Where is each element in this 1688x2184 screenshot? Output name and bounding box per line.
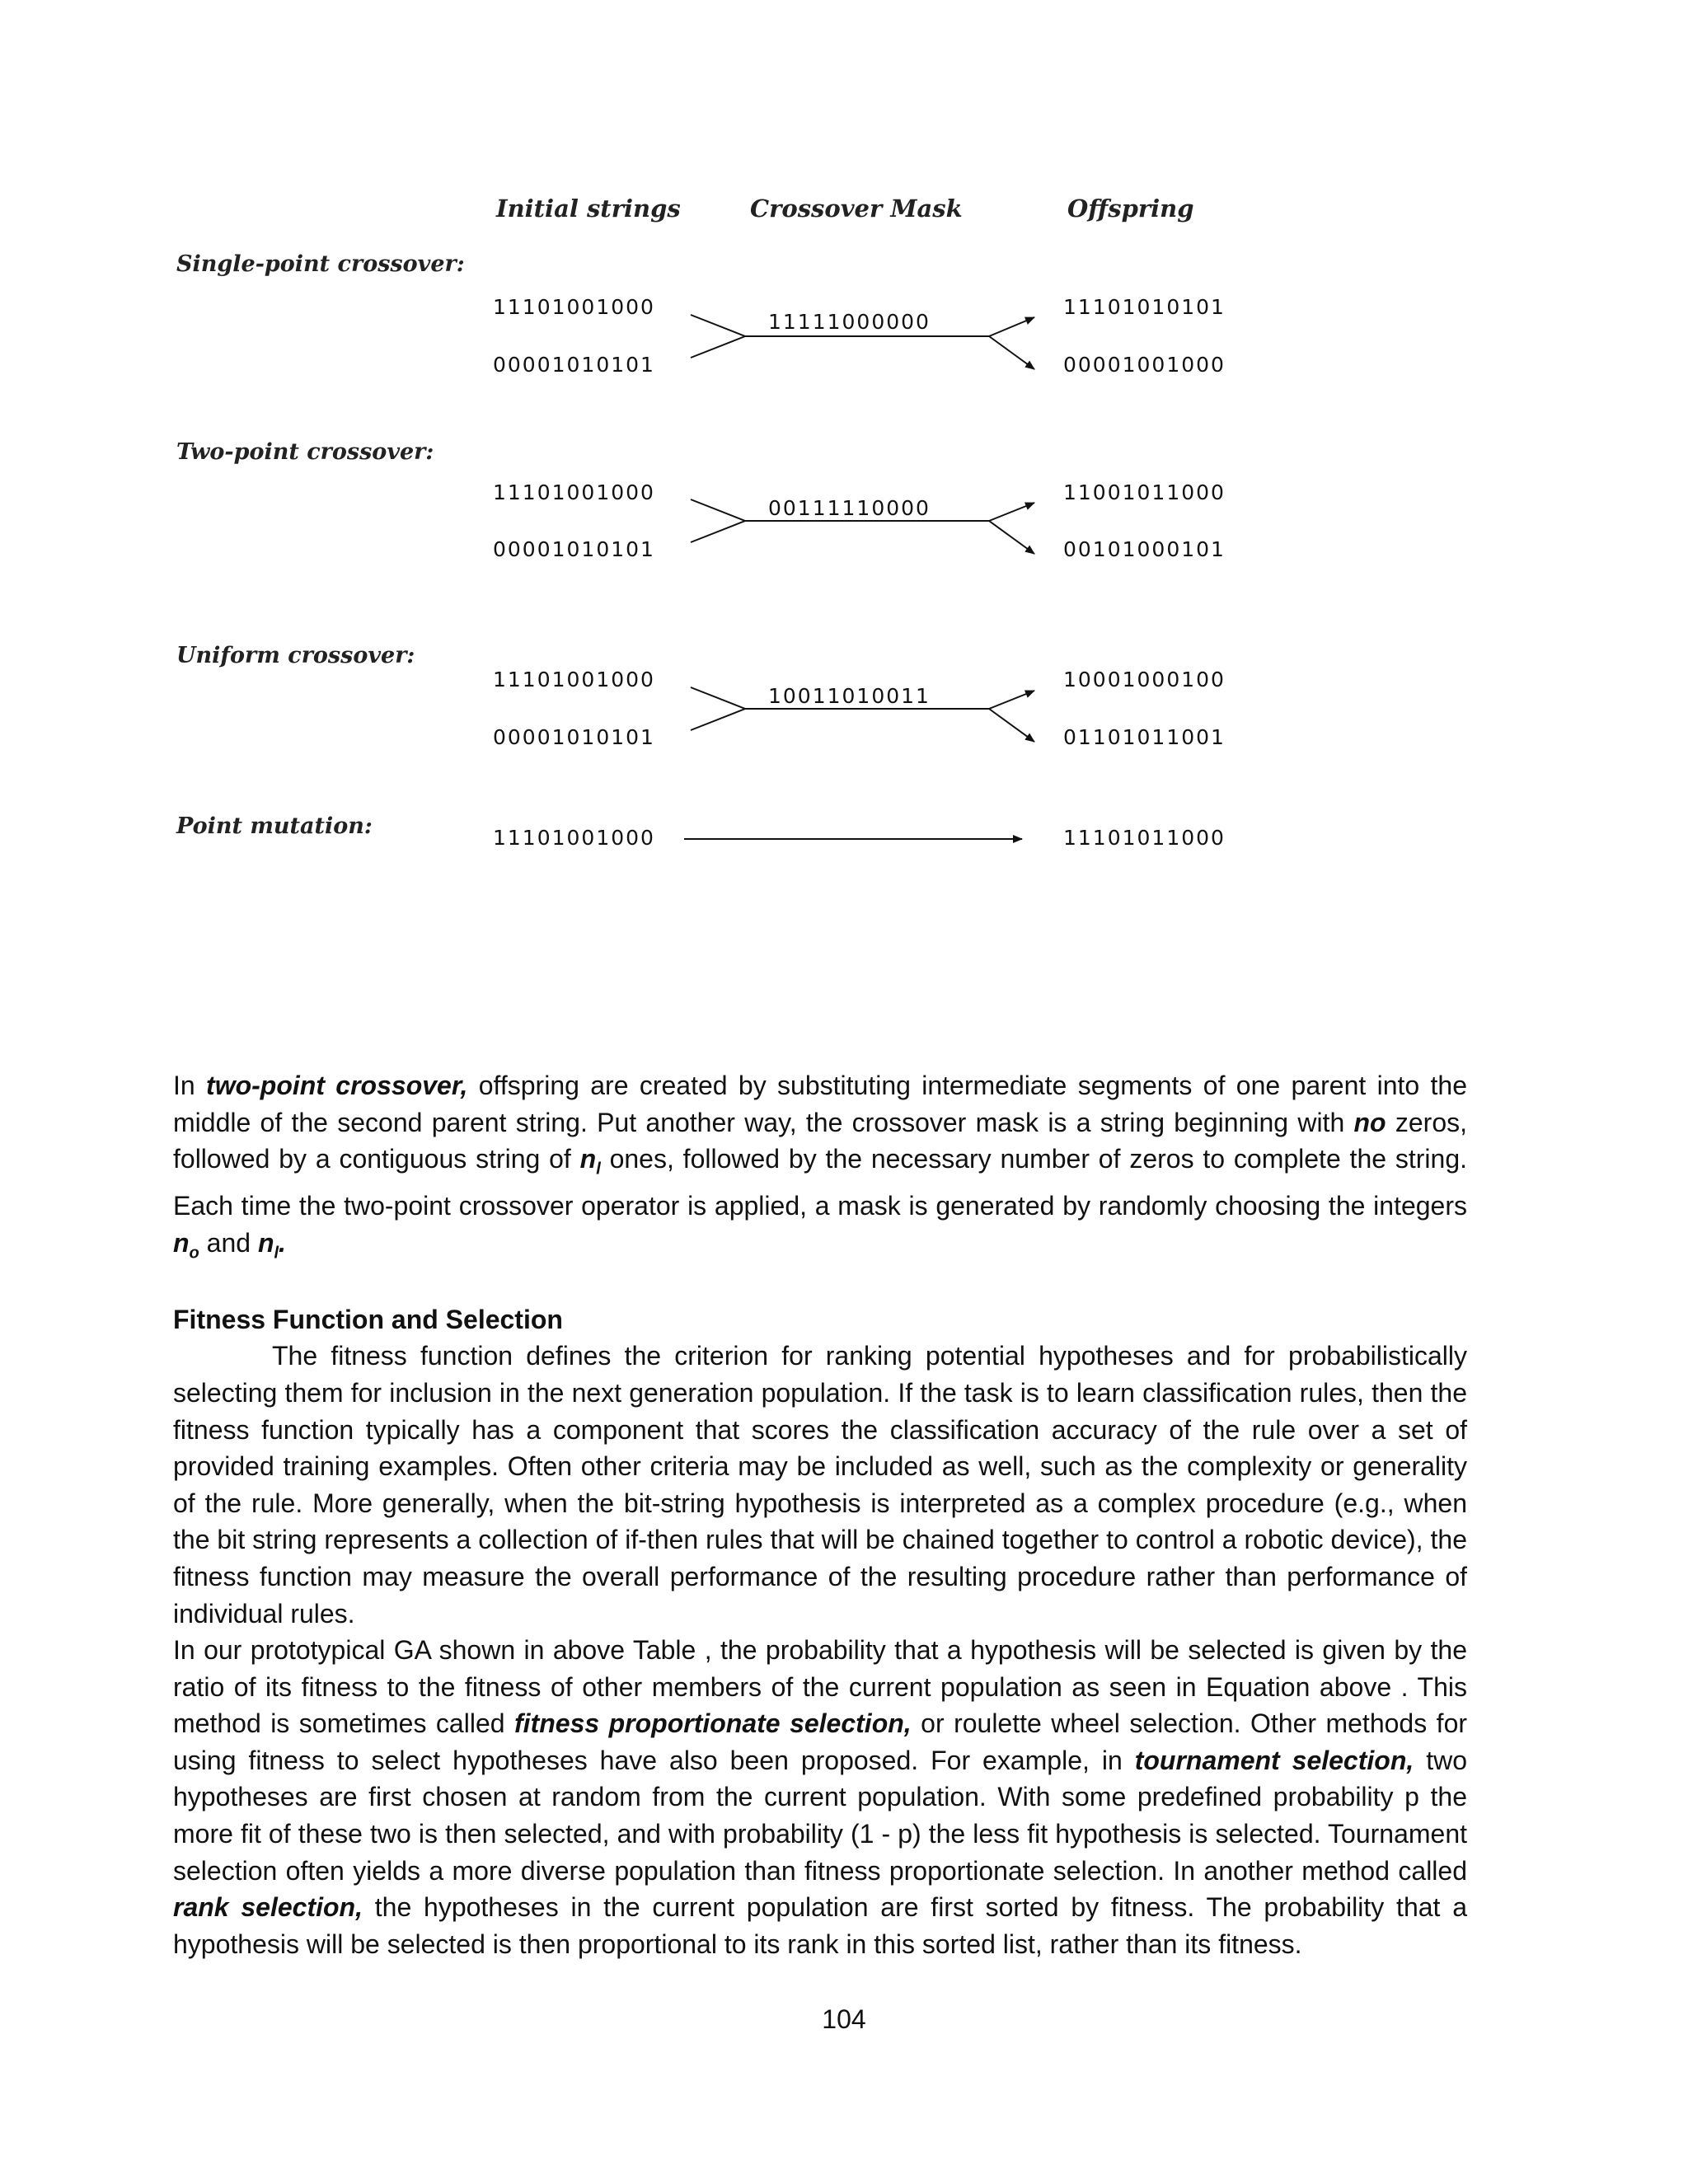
single-mask: 11111000000 [768,310,931,334]
paragraph-selection [173,1632,1467,1962]
header-offspring: Offspring [1067,194,1194,223]
uniform-mask: 10011010011 [768,684,931,708]
p3-t3: two hypotheses are first chosen at random from the current population. With some predefined probability p the more fit of these two is then selected, and with probability (1 - p) the less fit hypothesis is selected. Tournament selection often yields a more diverse population than fitness proportionate selection. In another method called [173,1745,1468,1886]
p1-end: . [279,1227,286,1258]
single-parent-2: 00001010101 [493,353,655,377]
p1-and: and [199,1227,258,1258]
uniform-child-2: 01101011001 [1063,725,1226,749]
mutation-parent: 11101001000 [493,826,655,850]
single-child-2: 00001001000 [1063,353,1226,377]
term-no: no [1353,1107,1386,1137]
term-nl2 [257,1227,286,1263]
p1-intro: In [173,1071,207,1100]
uniform-parent-2: 00001010101 [493,725,655,749]
term-rank-selection: rank selection, [173,1892,363,1923]
single-child-1: 11101010101 [1063,295,1226,319]
section-heading: Fitness Function and Selection [173,1304,563,1334]
n1-sub: l [596,1160,601,1179]
two-child-1: 11001011000 [1063,480,1226,504]
uniform-parent-1: 11101001000 [493,668,655,691]
header-initial-strings: Initial strings [496,194,681,223]
no2-base: n [173,1227,190,1258]
paragraph-two-point [173,1067,1467,1272]
label-point-mutation: Point mutation: [176,813,373,839]
p3-t4: the hypotheses in the current population are first sorted by fitness. The probability that a hypothesis will be selected is then proportional to its rank in this sorted list, rather than its fitness. [173,1892,1468,1959]
header-crossover-mask: Crossover Mask [750,194,963,223]
p3-t1: In our prototypical GA shown in above Table , the probability that a hypothesis will be selected is given by the ratio of its fitness to the fitness of other members of the current population as seen in Equation above . This method is sometimes called [173,1635,1467,1739]
two-mask: 00111110000 [768,496,931,520]
p1-text1: offspring are created by substituting intermediate segments of one parent into the middle of the second parent string. Put another way, the crossover mask is a string beginning with [173,1071,1468,1137]
uniform-child-1: 10001000100 [1063,668,1226,691]
two-parent-1: 11101001000 [493,480,655,504]
body-text [173,1067,1467,1962]
nl2-base: n [257,1227,274,1258]
single-parent-1: 11101001000 [493,295,655,319]
term-tournament-selection: tournament selection, [1134,1745,1414,1775]
term-no2 [173,1227,199,1263]
term-two-point-crossover: two-point crossover, [206,1071,468,1100]
p3-t2: or roulette wheel selection. Other methods for using fitness to select hypotheses have also been proposed. For example, in [173,1708,1468,1775]
crossover-diagram [0,0,1688,907]
paragraph-fitness: The fitness function defines the criterion for ranking potential hypotheses and for probabilistically selecting them for inclusion in the next generation population. If the task is to learn classification rules, then the fitness function typically has a component that scores the classification accuracy of the rule over a set of provided training examples. Often other criteria may be included as well, such as the complexity or generality of the rule. More generally, when the bit-string hypothesis is interpreted as a complex procedure (e.g., when the bit string represents a collection of if-then rules that will be chained together to control a robotic device), the fitness function may measure the overall performance of the resulting procedure rather than performance of individual rules. [173,1341,1467,1629]
term-n1 [579,1144,601,1179]
page-number: 104 [822,2004,866,2034]
p1-text3: ones, followed by the necessary number of zeros to complete the string. Each time the two-point crossover operator is applied, a mask is generated by randomly choosing the integers [173,1144,1467,1221]
n1-base: n [579,1144,597,1174]
term-fitness-proportionate: fitness proportionate selection, [514,1708,912,1739]
label-uniform: Uniform crossover: [176,643,415,668]
label-single-point: Single-point crossover: [176,251,465,277]
p1-text2: zeros, followed by a contiguous string of [173,1107,1467,1174]
label-two-point: Two-point crossover: [176,439,434,465]
nl2-sub: l [274,1244,279,1263]
mutation-child: 11101011000 [1063,826,1226,850]
no2-sub: o [189,1244,199,1263]
two-child-2: 00101000101 [1063,537,1226,561]
two-parent-2: 00001010101 [493,537,655,561]
